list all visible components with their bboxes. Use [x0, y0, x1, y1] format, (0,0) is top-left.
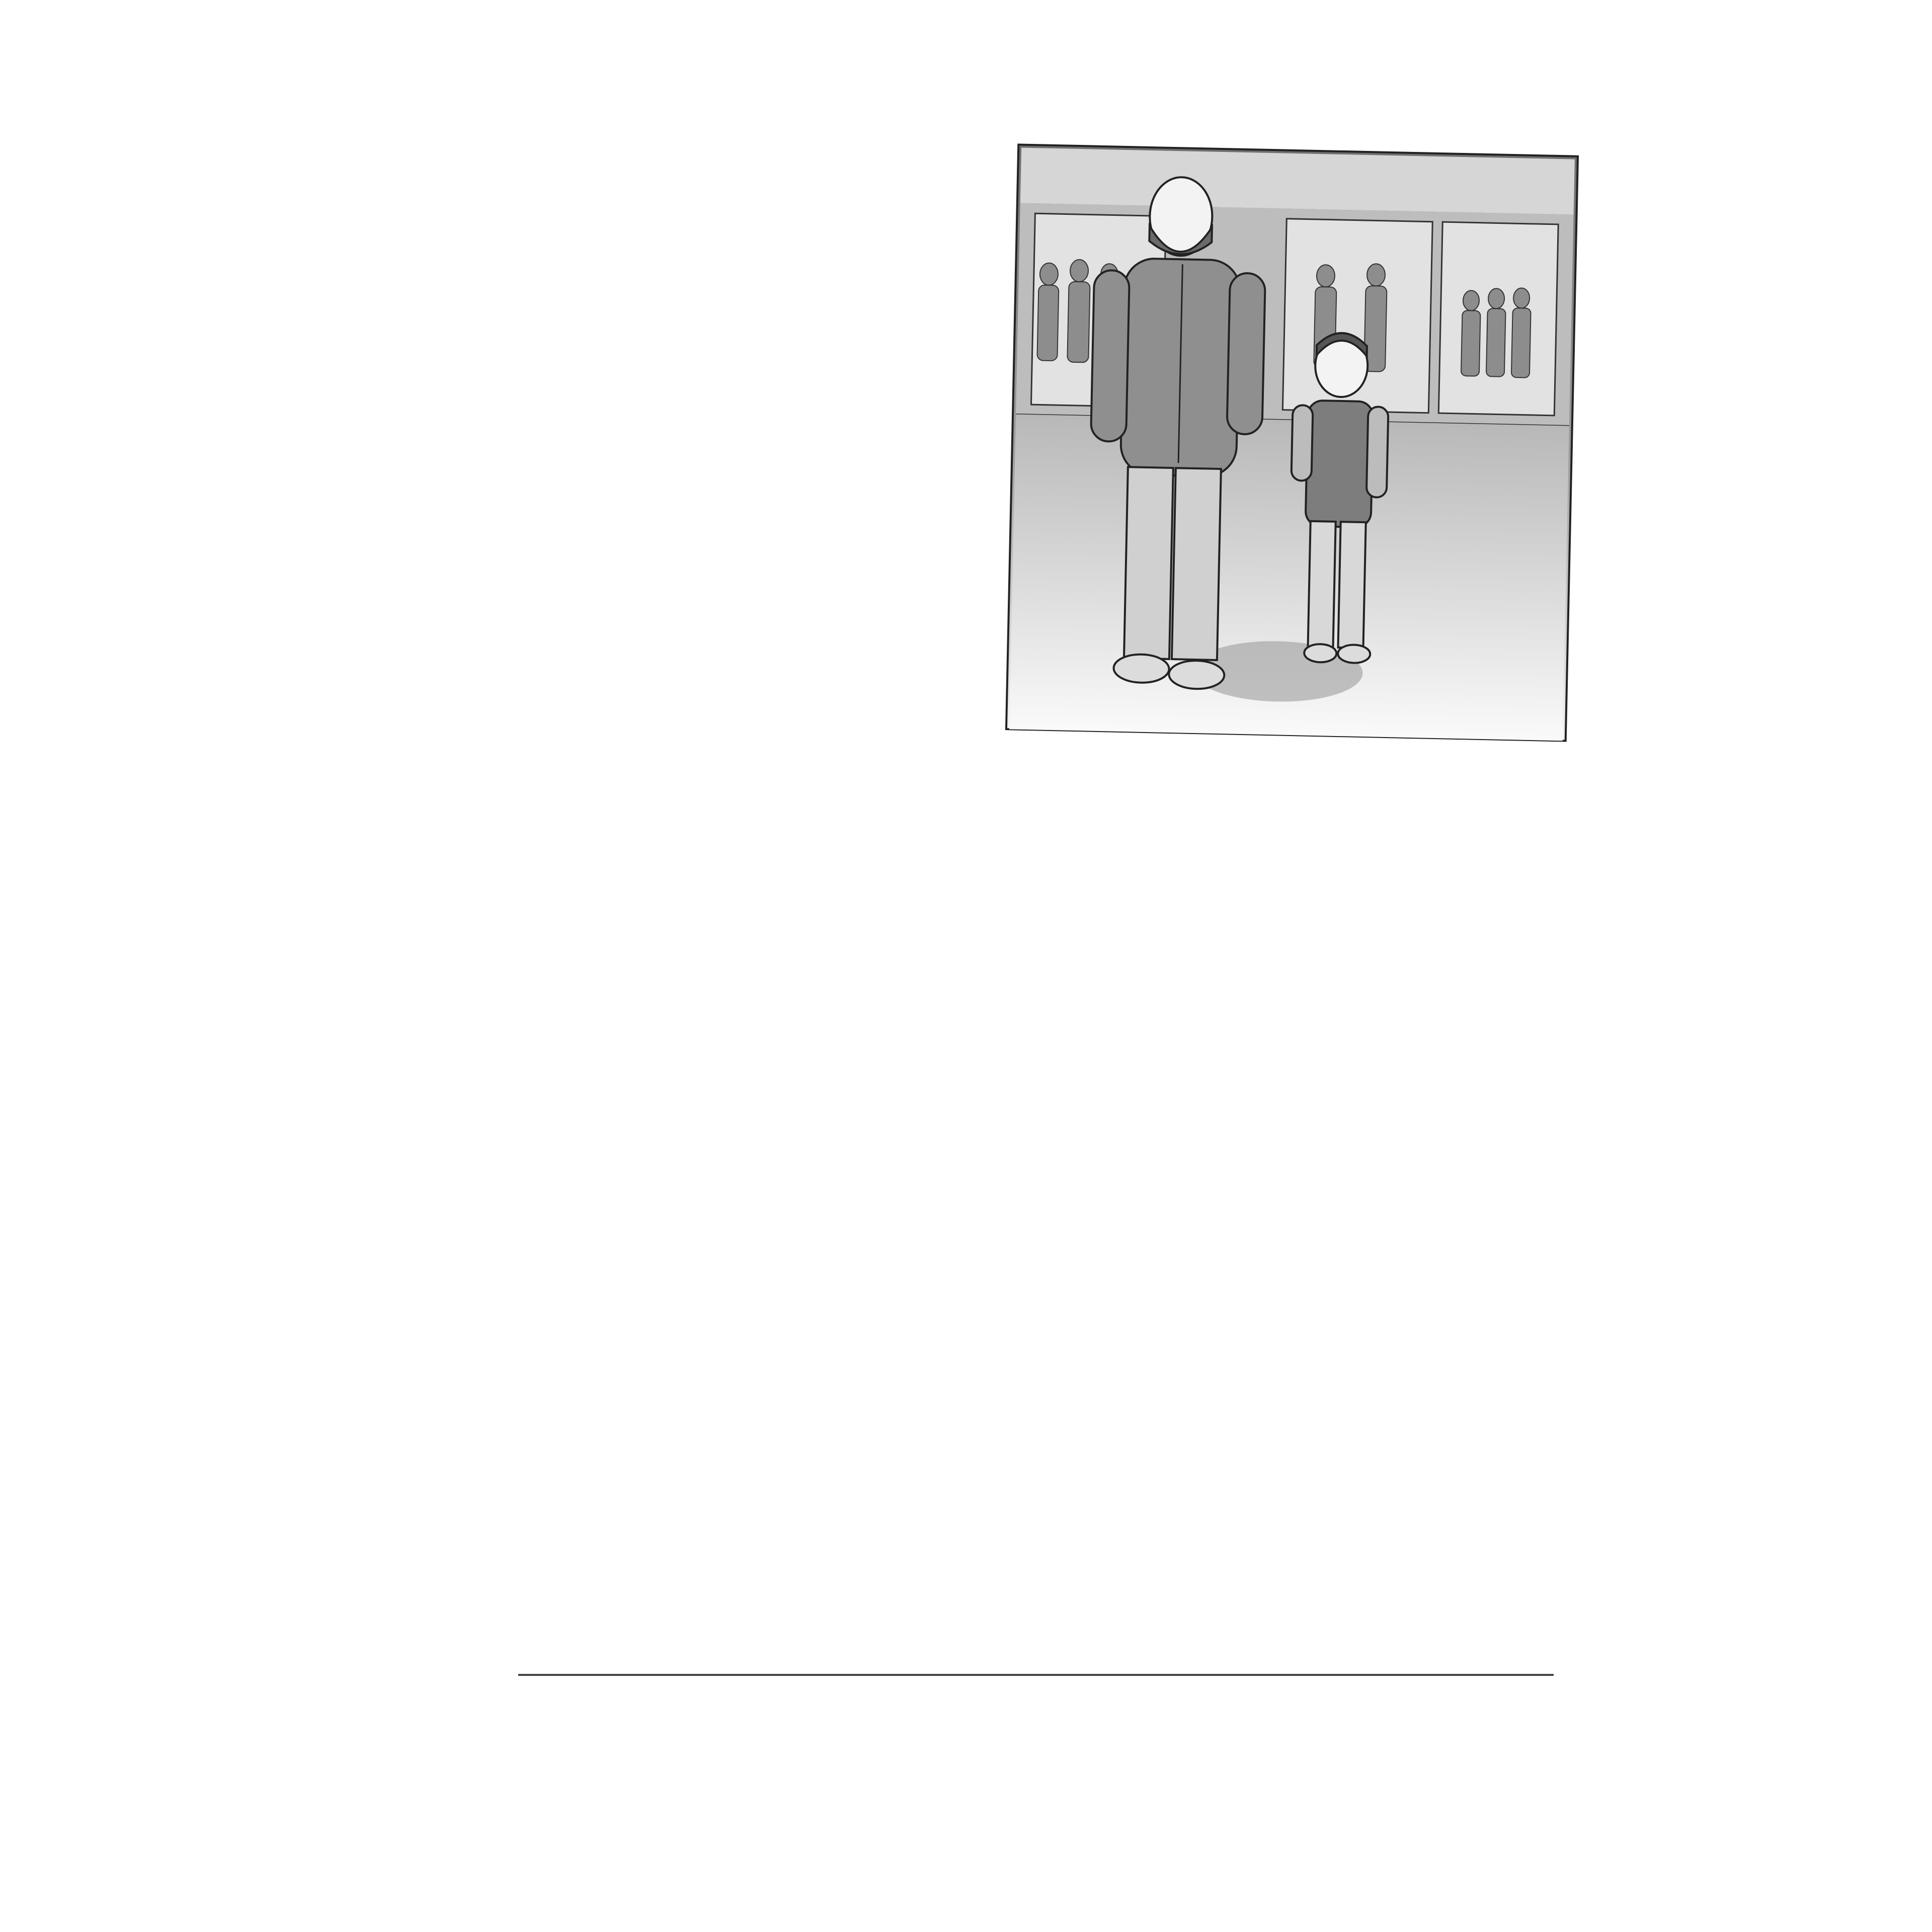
footer-credits [1500, 1854, 1536, 1871]
bottom-dotted-divider [422, 1826, 1546, 1831]
note-divider [518, 1674, 1554, 1676]
top-dotted-divider [437, 125, 1515, 133]
parent-and-child-illustration [1000, 143, 1585, 742]
